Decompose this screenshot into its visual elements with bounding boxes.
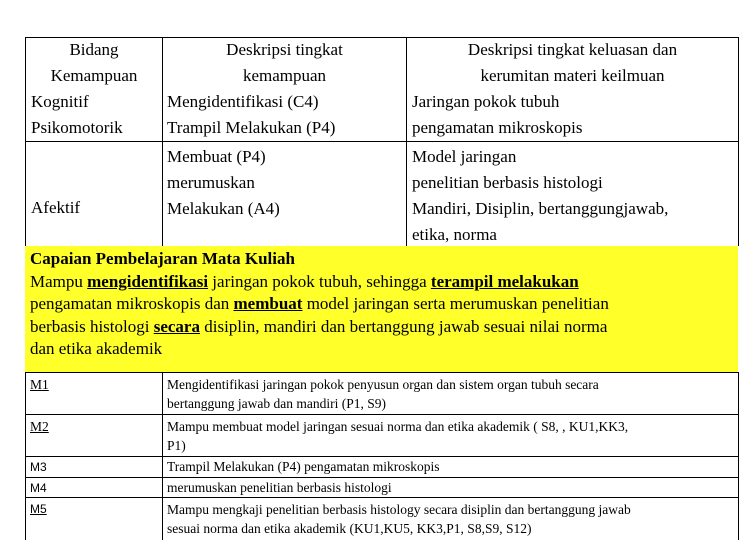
- scope-list-afektif: [412, 144, 668, 248]
- sub-code-m1: M1: [30, 377, 49, 392]
- cpmk-block: [30, 248, 609, 361]
- skill-kognitif: Mengidentifikasi (C4): [167, 92, 319, 111]
- cpmk-line-1: [30, 271, 609, 294]
- scope-kognitif: Jaringan pokok tubuh: [412, 92, 560, 111]
- cpmk-line-3: [30, 316, 609, 339]
- header-col2-line2: kemampuan: [242, 66, 327, 85]
- cpmk-title: Capaian Pembelajaran Mata Kuliah: [30, 249, 295, 268]
- header-col1-line2: Kemampuan: [50, 66, 138, 85]
- sub-desc-m1: [167, 375, 599, 413]
- cpmk-line-4: dan etika akademik: [30, 339, 163, 358]
- skill-membuat: Membuat (P4): [167, 147, 266, 166]
- sub-desc-line: [167, 375, 599, 394]
- header-deskripsi-keluasan: [407, 37, 738, 89]
- domain-afektif: Afektif: [31, 198, 81, 217]
- cpmk-bottom-border: [25, 372, 739, 373]
- header-col3-line1: Deskripsi tingkat keluasan dan: [467, 40, 678, 59]
- header-col3-line2: kerumitan materi keilmuan: [480, 66, 665, 85]
- sub-desc-line: merumuskan penelitian berbasis histologi: [167, 480, 392, 495]
- sub-code-m2: M2: [30, 419, 49, 434]
- sub-desc-m4: [167, 478, 392, 497]
- cpmk-line-2: [30, 293, 609, 316]
- sub-desc-line: P1): [167, 438, 186, 453]
- sub-desc-m3: [167, 457, 439, 476]
- cpmk-text: pengamatan mikroskopis dan: [30, 294, 234, 313]
- domain-psikomotorik: Psikomotorik: [31, 118, 123, 137]
- cpmk-keyword: mengidentifikasi: [87, 271, 209, 291]
- sub-row-divider: [25, 414, 739, 415]
- scope-psikomotorik: pengamatan mikroskopis: [412, 118, 583, 137]
- sub-desc-line: Mampu membuat model jaringan sesuai norma dan etika akademik ( S8, , KU1,KK3,: [167, 419, 629, 434]
- header-deskripsi-kemampuan: [163, 37, 406, 89]
- sub-code-m3: M3: [30, 460, 47, 474]
- sub-code-m4: M4: [30, 481, 47, 495]
- sub-desc-line: sesuai norma dan etika akademik (KU1,KU5, KK3,P1, S8,S9, S12): [167, 521, 532, 536]
- header-bidang-kemampuan: [26, 37, 162, 89]
- cpmk-text: jaringan pokok tubuh, sehingga: [208, 271, 431, 291]
- domain-kognitif: Kognitif: [31, 92, 89, 111]
- header-col1-line1: Bidang: [69, 40, 119, 59]
- sub-code-m5: M5: [30, 502, 47, 516]
- sub-desc-m5: [167, 500, 631, 538]
- skill-psikomotorik: Trampil Melakukan (P4): [167, 118, 336, 137]
- cpmk-keyword: secara: [153, 316, 200, 336]
- skill-melakukan: Melakukan (A4): [167, 199, 280, 218]
- header-col2-line1: Deskripsi tingkat: [226, 40, 343, 59]
- sub-desc-line: Trampil Melakukan (P4) pengamatan mikroskopis: [167, 459, 440, 474]
- sub-desc-m2: [167, 417, 628, 455]
- skill-list-afektif: [167, 144, 280, 222]
- cpmk-text: berbasis histologi: [30, 316, 154, 336]
- sub-desc-line: Mampu mengkaji penelitian berbasis histology secara disiplin dan bertanggung jawab: [167, 502, 631, 517]
- sub-desc-line: bertanggung jawab dan mandiri (P1, S9): [167, 396, 386, 411]
- cpmk-text: model jaringan serta merumuskan penelitian: [302, 294, 609, 313]
- cpmk-keyword: membuat: [233, 294, 303, 313]
- sub-row-divider: [25, 497, 739, 498]
- sub-desc-text: Mengidentifikasi jaringan pokok penyusun organ dan sistem organ tubuh secara: [167, 377, 599, 392]
- table-right-border: [738, 37, 739, 246]
- scope-penelitian: penelitian berbasis histologi: [412, 173, 603, 192]
- row-divider: [25, 141, 739, 142]
- cpmk-keyword: terampil melakukan: [430, 271, 579, 291]
- scope-model-jaringan: Model jaringan: [412, 147, 517, 166]
- cpmk-text: Mampu: [30, 271, 88, 291]
- scope-mandiri: Mandiri, Disiplin, bertanggungjawab,: [412, 199, 669, 218]
- cpmk-text: disiplin, mandiri dan bertanggung jawab sesuai nilai norma: [199, 316, 608, 336]
- scope-etika: etika, norma: [412, 225, 497, 244]
- skill-merumuskan: merumuskan: [167, 173, 255, 192]
